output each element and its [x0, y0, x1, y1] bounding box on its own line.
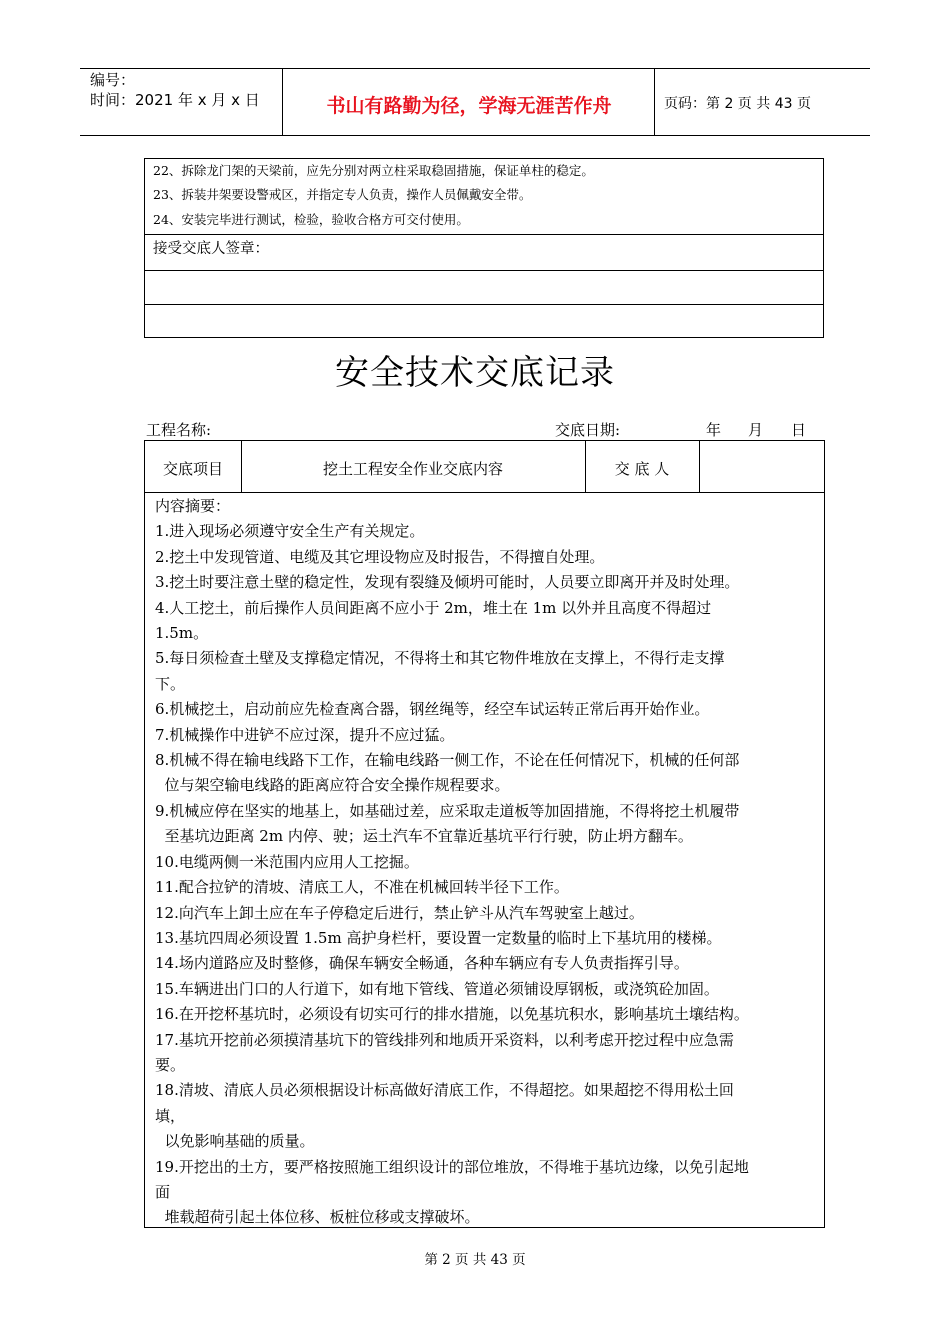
content-line: 1.5m。 — [155, 624, 209, 643]
content-line: 17.基坑开挖前必须摸清基坑下的管线排列和地质开采资料，以利考虑开挖过程中应急需 — [155, 1030, 734, 1049]
content-line: 填， — [155, 1106, 186, 1125]
content-line: 1.进入现场必须遵守安全生产有关规定。 — [155, 522, 425, 541]
content-line: 5.每日须检查土壁及支撑稳定情况，不得将土和其它物件堆放在支撑上，不得行走支撑 — [155, 649, 725, 668]
header-top-rule — [80, 68, 870, 69]
list-item: 22、拆除龙门架的天梁前，应先分别对两立柱采取稳固措施，保证单柱的稳定。 — [153, 163, 594, 178]
table-row-divider — [145, 234, 823, 235]
day-label: 日 — [791, 421, 807, 439]
content-line: 6.机械挖土，启动前应先检查离合器，钢丝绳等，经空车试运转正常后再开始作业。 — [155, 700, 710, 719]
content-line: 2.挖土中发现管道、电缆及其它埋设物应及时报告，不得擅自处理。 — [155, 547, 605, 566]
serial-label: 编号： — [90, 71, 136, 89]
content-line: 3.挖土时要注意土壁的稳定性，发现有裂缝及倾坍可能时，人员要立即离开并及时处理。 — [155, 573, 740, 592]
list-item: 23、拆装井架要设警戒区，并指定专人负责，操作人员佩戴安全带。 — [153, 187, 532, 202]
content-line: 9.机械应停在坚实的地基上，如基础过差，应采取走道板等加固措施，不得将挖土机履带 — [155, 801, 740, 820]
content-line: 18.清坡、清底人员必须根据设计标高做好清底工作，不得超挖。如果超挖不得用松土回 — [155, 1081, 734, 1100]
content-line: 7.机械操作中进铲不应过深，提升不应过猛。 — [155, 725, 455, 744]
table-row-divider — [145, 304, 823, 305]
content-line: 8.机械不得在输电线路下工作，在输电线路一侧工作，不论在任何情况下，机械的任何部 — [155, 751, 740, 770]
year-label: 年 — [706, 421, 722, 439]
list-item: 24、安装完毕进行测试，检验，验收合格方可交付使用。 — [153, 212, 469, 227]
content-line: 19.开挖出的土方，要严格按照施工组织设计的部位堆放，不得堆于基坑边缘，以免引起地 — [155, 1157, 749, 1176]
content-line: 12.向汽车上卸土应在车子停稳定后进行，禁止铲斗从汽车驾驶室上越过。 — [155, 903, 644, 922]
summary-lines — [155, 519, 818, 1230]
content-line: 11.配合拉铲的清坡、清底工人，不准在机械回转半径下工作。 — [155, 878, 569, 897]
content-line: 要。 — [155, 1055, 186, 1074]
table-row-divider — [145, 270, 823, 271]
summary-label: 内容摘要： — [155, 497, 231, 515]
content-line: 15.车辆进出门口的人行道下，如有地下管线、管道必须铺设厚钢板，或浇筑砼加固。 — [155, 979, 719, 998]
time-label: 时间：2021 年 x 月 x 日 — [90, 91, 260, 109]
continuation-table — [144, 158, 824, 338]
content-summary — [155, 494, 818, 1231]
header-meta — [90, 70, 260, 110]
page-footer: 第 2 页 共 43 页 — [424, 1252, 526, 1268]
content-line: 16.在开挖杯基坑时，必须设有切实可行的排水措施，以免基坑积水，影响基坑土壤结构。 — [155, 1005, 749, 1024]
project-name-label: 工程名称: — [146, 421, 212, 439]
item-value: 挖土工程安全作业交底内容 — [322, 460, 503, 478]
content-line: 位与架空输电线路的距离应符合安全操作规程要求。 — [155, 776, 510, 795]
content-line: 4.人工挖土，前后操作人员间距离不应小于 2m，堆土在 1m 以外并且高度不得超过 — [155, 598, 712, 617]
header-divider — [654, 68, 655, 136]
cell-divider — [699, 441, 700, 492]
content-line: 13.基坑四周必须设置 1.5m 高护身栏杆，要设置一定数量的临时上下基坑用的楼梯。 — [155, 928, 722, 947]
person-label: 交 底 人 — [614, 460, 670, 478]
item-label: 交底项目 — [162, 460, 223, 478]
header-page-info: 页码：第 2 页 共 43 页 — [664, 96, 811, 112]
page-title: 安全技术交底记录 — [335, 353, 615, 393]
content-line: 下。 — [155, 674, 186, 693]
date-label: 交底日期: — [555, 421, 621, 439]
header-divider — [282, 68, 283, 136]
content-line: 14.场内道路应及时整修，确保车辆安全畅通，各种车辆应有专人负责指挥引导。 — [155, 954, 689, 973]
signature-label: 接受交底人签章： — [153, 241, 269, 257]
content-line: 面 — [155, 1182, 171, 1201]
content-line: 堆载超荷引起土体位移、板桩位移或支撑破坏。 — [155, 1208, 480, 1227]
header-bottom-rule — [80, 135, 870, 136]
content-line: 以免影响基础的质量。 — [155, 1132, 315, 1151]
content-line: 10.电缆两侧一米范围内应用人工挖掘。 — [155, 852, 419, 871]
month-label: 月 — [748, 421, 764, 439]
header-row-divider — [145, 492, 824, 493]
header-motto: 书山有路勤为径，学海无涯苦作舟 — [326, 95, 612, 117]
content-line: 至基坑边距离 2m 内停、驶；运土汽车不宜靠近基坑平行行驶，防止坍方翻车。 — [155, 827, 693, 846]
